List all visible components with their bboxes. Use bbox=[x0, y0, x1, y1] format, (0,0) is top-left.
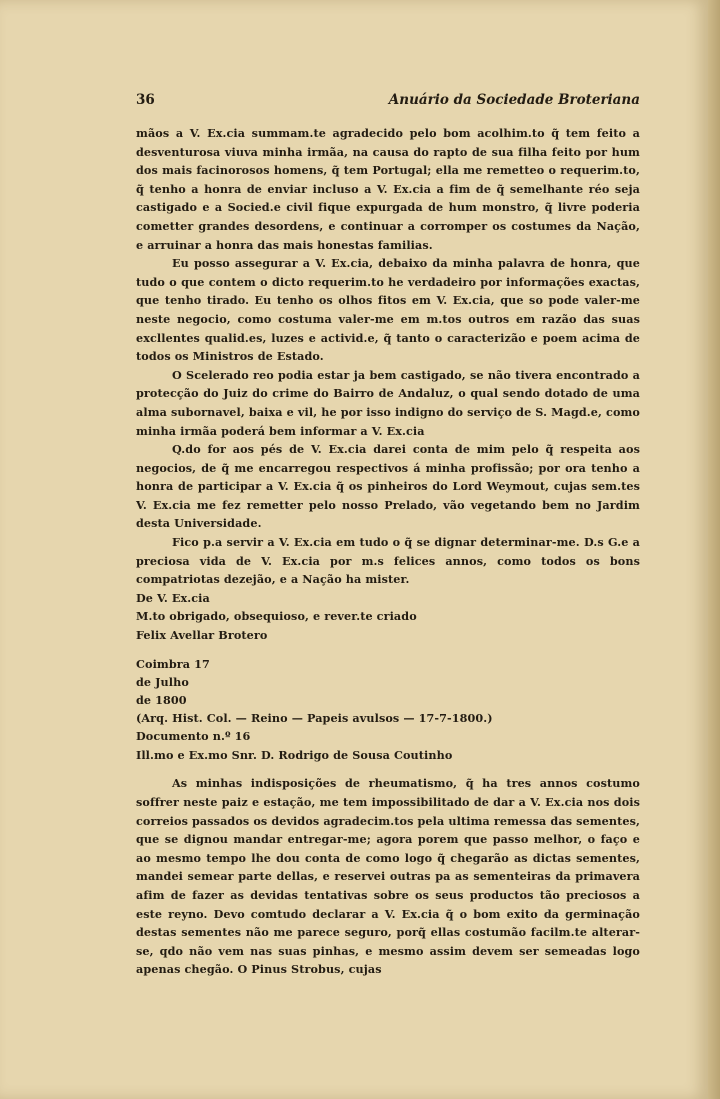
date-line-1: Coimbra 17 bbox=[136, 656, 210, 671]
addressee bbox=[136, 746, 640, 765]
page-content bbox=[136, 92, 640, 979]
paragraph-1: mãos a V. Ex.cia summam.te agradecido pelo bom acolhim.to q̃ tem feito a desventurosa viuva minha irmãa, na causa do rapto de sua filha feito por hum dos mais facinorosos homens, q̃ tem Portugal; ella me remetteo o requerim.to, q̃ tenho a honra de enviar incluso a V. Ex.cia a fim de q̃ semelhante réo seja castigado e a Socied.e civil fique expurgada de hum monstro, q̃ livre poderia cometter grandes desordens, e continuar a corromper os costumes da Nação, e arruinar a honra das mais honestas familias. bbox=[136, 126, 640, 252]
archive-reference: (Arq. Hist. Col. — Reino — Papeis avulsos — 17-7-1800.) bbox=[136, 710, 493, 725]
document-heading: Documento n.º 16 bbox=[136, 729, 251, 744]
letter-date bbox=[136, 655, 640, 709]
running-header bbox=[136, 92, 640, 112]
paragraph-6: As minhas indisposições de rheumatismo, q̃ ha tres annos costumo soffrer neste paiz e estação, me tem impossibilitado de dar a V. Ex.cia nos dois correios passados os devidos agradecim.tos pela ultima remessa das sementes, que se dignou mandar entregar-me; agora porem que passo melhor, o faço e ao mesmo tempo lhe dou conta de como logo q̃ chegarão as dictas sementes, mandei semear parte dellas, e reservei outras pa as sementeiras da primavera afim de fazer as devidas tentativas sobre os seus productos tão preciosos a este reyno. Devo comtudo declarar a V. Ex.cia q̃ o bom exito da germinação destas sementes não me parece seguro, porq̃ ellas costumão facilm.te alterar-se, qdo não vem nas suas pinhas, e mesmo assim devem ser semeadas logo apenas chegão. O Pinus Strobus, cujas bbox=[136, 776, 640, 977]
addressee-prefix: Ill.mo e Ex.mo bbox=[136, 747, 228, 762]
closing-formula: M.to obrigado, obsequioso, e rever.te criado bbox=[136, 609, 417, 624]
page-number: 36 bbox=[136, 92, 155, 108]
addressee-name: Snr. D. Rodrigo de Sousa Coutinho bbox=[231, 747, 453, 762]
signature: Felix Avellar Brotero bbox=[136, 628, 268, 643]
closing-salutation: De V. Ex.cia bbox=[136, 590, 210, 605]
letter-text bbox=[136, 124, 640, 979]
running-title: Anuário da Sociedade Broteriana bbox=[388, 92, 640, 108]
page-edge bbox=[708, 0, 720, 1099]
paragraph-2: Eu posso assegurar a V. Ex.cia, debaixo da minha palavra de honra, que tudo o que contem o dicto requerim.to he verdadeiro por informações exactas, que tenho tirado. Eu tenho os olhos fitos em V. Ex.cia, que so pode valer-me neste negocio, como costuma valer-me em m.tos outros em razão das suas excllentes qualid.es, luzes e activid.e, q̃ tanto o caracterizão e poem acima de todos os Ministros de Estado. bbox=[136, 256, 640, 364]
paragraph-4: Q.do for aos pés de V. Ex.cia darei conta de mim pelo q̃ respeita aos negocios, de q̃ me encarregou respectivos á minha profissão; por ora tenho a honra de participar a V. Ex.cia q̃ os pinheiros do Lord Weymout, cujas sem.tes V. Ex.cia me fez remetter pelo nosso Prelado, vão vegetando bem no Jardim desta Universidade. bbox=[136, 442, 640, 531]
date-line-3: de 1800 bbox=[136, 692, 187, 707]
paragraph-3: O Scelerado reo podia estar ja bem castigado, se não tivera encontrado a protecção do Juiz do crime do Bairro de Andaluz, o qual sendo dotado de uma alma subornavel, baixa e vil, he por isso indigno do serviço de S. Magd.e, como minha irmãa poderá bem informar a V. Ex.cia bbox=[136, 367, 640, 438]
paragraph-5: Fico p.a servir a V. Ex.cia em tudo o q̃ se dignar determinar-me. D.s G.e a preciosa vida de V. Ex.cia por m.s felices annos, como todos os bons compatriotas dezejão, e a Nação ha mister. bbox=[136, 535, 640, 587]
date-line-2: de Julho bbox=[136, 674, 189, 689]
